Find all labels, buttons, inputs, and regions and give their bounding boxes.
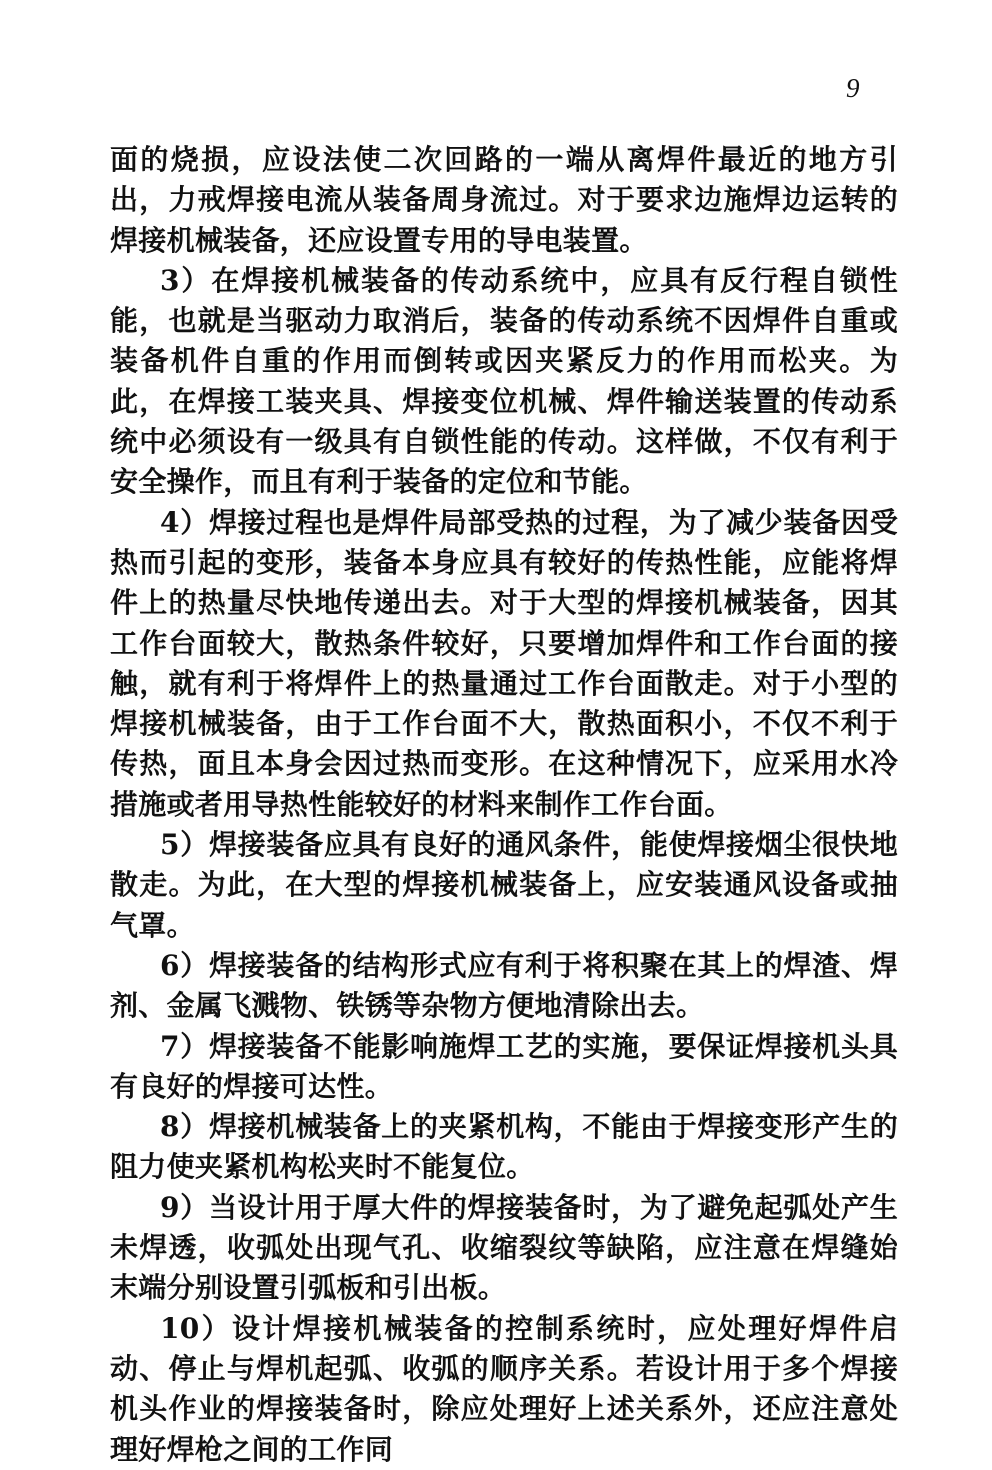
paragraph-item-4: 4）焊接过程也是焊件局部受热的过程，为了减少装备因受热而引起的变形，装备本身应具有较好的传热性能，应能将焊件上的热量尽快地传递出去。对于大型的焊接机械装备，因其工作台面较大，散热条件较好，只要增加焊件和工作台面的接触，就有利于将焊件上的热量通过工作台面散走。对于小型的焊接机械装备，由于工作台面不大，散热面积小，不仅不利于传热，面且本身会因过热而变形。在这种情况下，应采用水冷措施或者用导热性能较好的材料来制作工作台面。 <box>110 505 898 821</box>
paragraph-item-7: 7）焊接装备不能影响施焊工艺的实施，要保证焊接机头具有良好的焊接可达性。 <box>110 1029 898 1103</box>
paragraph-continuation: 面的烧损，应设法使二次回路的一端从离焊件最近的地方引出，力戒焊接电流从装备周身流过。对于要求边施焊边运转的焊接机械装备，还应设置专用的导电装置。 <box>110 143 898 257</box>
body-text <box>110 140 898 1470</box>
paragraph-item-9: 9）当设计用于厚大件的焊接装备时，为了避免起弧处产生未焊透，收弧处出现气孔、收缩裂纹等缺陷，应注意在焊缝始末端分别设置引弧板和引出板。 <box>110 1190 898 1305</box>
paragraph-item-8: 8）焊接机械装备上的夹紧机构，不能由于焊接变形产生的阻力使夹紧机构松夹时不能复位。 <box>110 1110 898 1184</box>
paragraph-item-10: 10）设计焊接机械装备的控制系统时，应处理好焊件启动、停止与焊机起弧、收弧的顺序关系。若设计用于多个焊接机头作业的焊接装备时，除应处理好上述关系外，还应注意处理好焊枪之间的工作同 <box>110 1311 898 1466</box>
page-number: 9 <box>846 73 860 103</box>
paragraph-item-6: 6）焊接装备的结构形式应有利于将积聚在其上的焊渣、焊剂、金属飞溅物、铁锈等杂物方便地清除出去。 <box>110 948 898 1023</box>
paragraph-item-5: 5）焊接装备应具有良好的通风条件，能使焊接烟尘很快地散走。为此，在大型的焊接机械装备上，应安装通风设备或抽气罩。 <box>110 828 898 942</box>
paragraph-item-3: 3）在焊接机械装备的传动系统中，应具有反行程自锁性能，也就是当驱动力取消后，装备的传动系统不因焊件自重或装备机件自重的作用而倒转或因夹紧反力的作用而松夹。为此，在焊接工装夹具、焊接变位机械、焊件输送装置的传动系统中必须设有一级具有自锁性能的传动。这样做，不仅有利于安全操作，而且有利于装备的定位和节能。 <box>110 263 898 499</box>
